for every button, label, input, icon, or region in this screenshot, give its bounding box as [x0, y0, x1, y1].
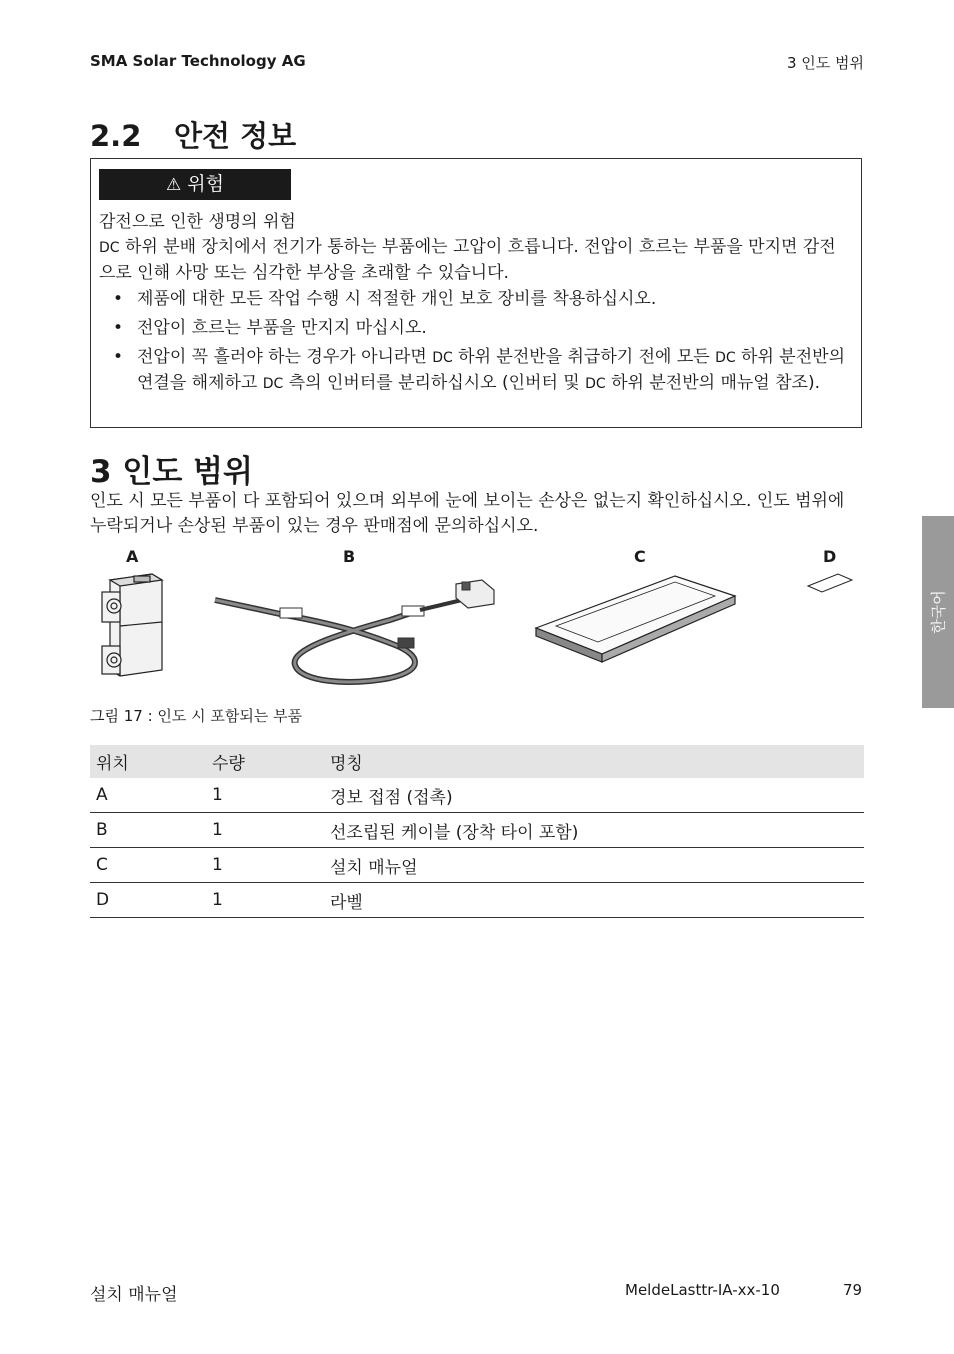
cell-designation: 선조립된 케이블 (장착 타이 포함) [324, 813, 864, 848]
alarm-contact-illustration [102, 574, 162, 676]
cell-position: A [90, 778, 206, 813]
prewired-cable-illustration [215, 580, 494, 682]
section-title: 안전 정보 [174, 119, 297, 153]
cell-designation: 설치 매뉴얼 [324, 848, 864, 883]
label-illustration [808, 574, 852, 592]
table-row [90, 848, 864, 883]
header-chapter: 3 인도 범위 [786, 54, 864, 72]
table-header-row [90, 745, 864, 778]
cell-quantity: 1 [206, 813, 324, 848]
warning-text [99, 235, 851, 286]
section-heading-2-2 [90, 114, 296, 155]
dc-abbrev: DC [585, 376, 606, 392]
bullet3-part: 하위 분전반의 연결을 해제하고 [137, 347, 845, 393]
header-quantity: 수량 [206, 745, 324, 778]
danger-label-text: 위험 [187, 173, 224, 195]
dc-abbrev: DC [715, 350, 736, 366]
warning-title: 감전으로 인한 생명의 위험 [99, 212, 296, 232]
language-side-tab-label: 한국어 [929, 590, 948, 634]
cell-quantity: 1 [206, 848, 324, 883]
dc-abbrev: DC [99, 240, 120, 256]
cell-designation: 경보 접점 (접촉) [324, 778, 864, 813]
danger-label [99, 169, 291, 200]
cell-quantity: 1 [206, 778, 324, 813]
figure-label-d: D [823, 547, 837, 566]
dc-abbrev: DC [432, 350, 453, 366]
warning-bullet-list [99, 287, 851, 401]
bullet3-part: 측의 인버터를 분리하십시오 (인버터 및 [283, 373, 586, 393]
figure-caption: 그림 17 : 인도 시 포함되는 부품 [90, 707, 303, 725]
intro-paragraph: 인도 시 모든 부품이 다 포함되어 있으며 외부에 눈에 보이는 손상은 없는지 확인하십시오. 인도 범위에 누락되거나 손상된 부품이 있는 경우 판매점에 문의하십시오. [90, 491, 845, 536]
language-side-tab [922, 516, 954, 708]
figure-label-b: B [343, 547, 356, 566]
bullet3-part: 전압이 꼭 흘러야 하는 경우가 아니라면 [137, 347, 433, 367]
bullet3-part: 하위 분전반의 매뉴얼 참조). [605, 373, 820, 393]
warning-bullet-3 [99, 345, 851, 397]
footer-manual-title: 설치 매뉴얼 [90, 1285, 178, 1305]
cell-position: C [90, 848, 206, 883]
warning-bullet-2: • 전압이 흐르는 부품을 만지지 마십시오. [99, 316, 851, 341]
section-number: 2.2 [90, 119, 142, 153]
header-position: 위치 [90, 745, 206, 778]
dc-abbrev: DC [262, 376, 284, 392]
installation-manual-illustration [536, 576, 735, 662]
table-row [90, 883, 864, 918]
warning-triangle-icon: ⚠ [166, 175, 182, 195]
table-row [90, 813, 864, 848]
footer-page-number: 79 [843, 1281, 863, 1299]
cell-designation: 라벨 [324, 883, 864, 918]
warning-text-body: 하위 분배 장치에서 전기가 통하는 부품에는 고압이 흐릅니다. 전압이 흐르는 부품을 만지면 감전으로 인해 사망 또는 심각한 부상을 초래할 수 있습니다. [99, 237, 836, 283]
header-designation: 명칭 [324, 745, 864, 778]
delivery-parts-illustration [90, 570, 862, 695]
figure-label-c: C [634, 547, 646, 566]
delivery-scope-table [90, 745, 864, 918]
cell-position: B [90, 813, 206, 848]
section-heading-3 [90, 446, 253, 491]
bullet3-part: 하위 분전반을 취급하기 전에 모든 [452, 347, 716, 367]
warning-bullet-1: • 제품에 대한 모든 작업 수행 시 적절한 개인 보호 장비를 착용하십시오. [99, 287, 851, 312]
danger-warning-box [90, 158, 862, 428]
footer-doc-code: MeldeLasttr-IA-xx-10 [625, 1281, 780, 1299]
table-row [90, 778, 864, 813]
cell-quantity: 1 [206, 883, 324, 918]
figure-label-a: A [126, 547, 139, 566]
cell-position: D [90, 883, 206, 918]
header-company: SMA Solar Technology AG [90, 52, 306, 70]
section-number: 3 [90, 454, 112, 490]
section-title: 인도 범위 [122, 454, 253, 490]
